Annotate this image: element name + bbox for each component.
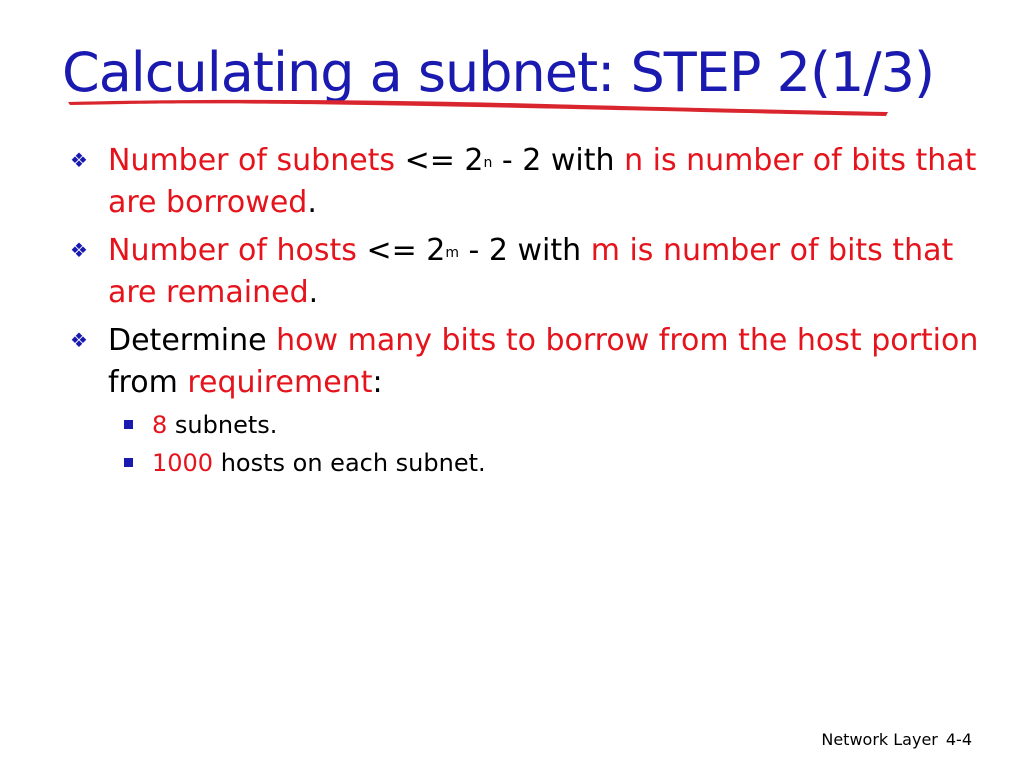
bullet-list (70, 140, 990, 486)
bullet-text: - 2 with (492, 143, 625, 178)
bullet-text: . (307, 185, 317, 220)
slide-footer (821, 730, 972, 750)
bullet-subnets (70, 140, 990, 224)
exponent: m (445, 245, 459, 261)
bullet-text: : (372, 365, 383, 400)
diamond-bullet-icon: ❖ (70, 238, 88, 262)
bullet-text-highlight: n is number of bits that are borrowed (108, 143, 977, 220)
bullet-determine (70, 320, 990, 480)
title-underline (66, 92, 892, 118)
requirement-number: 8 (152, 411, 168, 439)
diamond-bullet-icon: ❖ (70, 328, 88, 352)
bullet-text: - 2 with (458, 233, 591, 268)
sub-bullet-hosts (70, 446, 990, 480)
bullet-text-highlight: Number of subnets (108, 143, 396, 178)
sub-bullet-text: hosts on each subnet. (213, 449, 486, 477)
page-number: 4-4 (945, 730, 972, 749)
bullet-text: from (108, 365, 188, 400)
slide-title: Calculating a subnet: STEP 2(1/3) (62, 41, 935, 104)
bullet-text-highlight: requirement (187, 365, 373, 400)
footer-label: Network Layer (821, 730, 938, 749)
bullet-hosts (70, 230, 990, 314)
bullet-text: <= 2 (356, 233, 446, 268)
diamond-bullet-icon: ❖ (70, 148, 88, 172)
bullet-text-highlight: m is number of bits that are remained (108, 233, 954, 310)
square-bullet-icon (124, 458, 133, 467)
bullet-text: Determine (108, 323, 277, 358)
square-bullet-icon (124, 420, 133, 429)
sub-bullet-subnets (70, 408, 990, 442)
bullet-text-highlight: how many bits to borrow from the host portion (276, 323, 979, 358)
bullet-text: <= 2 (395, 143, 484, 178)
bullet-text-highlight: Number of hosts (108, 233, 357, 268)
sub-bullet-text: subnets. (167, 411, 278, 439)
exponent: n (483, 155, 493, 171)
bullet-text: . (308, 275, 319, 310)
requirement-number: 1000 (152, 449, 214, 477)
